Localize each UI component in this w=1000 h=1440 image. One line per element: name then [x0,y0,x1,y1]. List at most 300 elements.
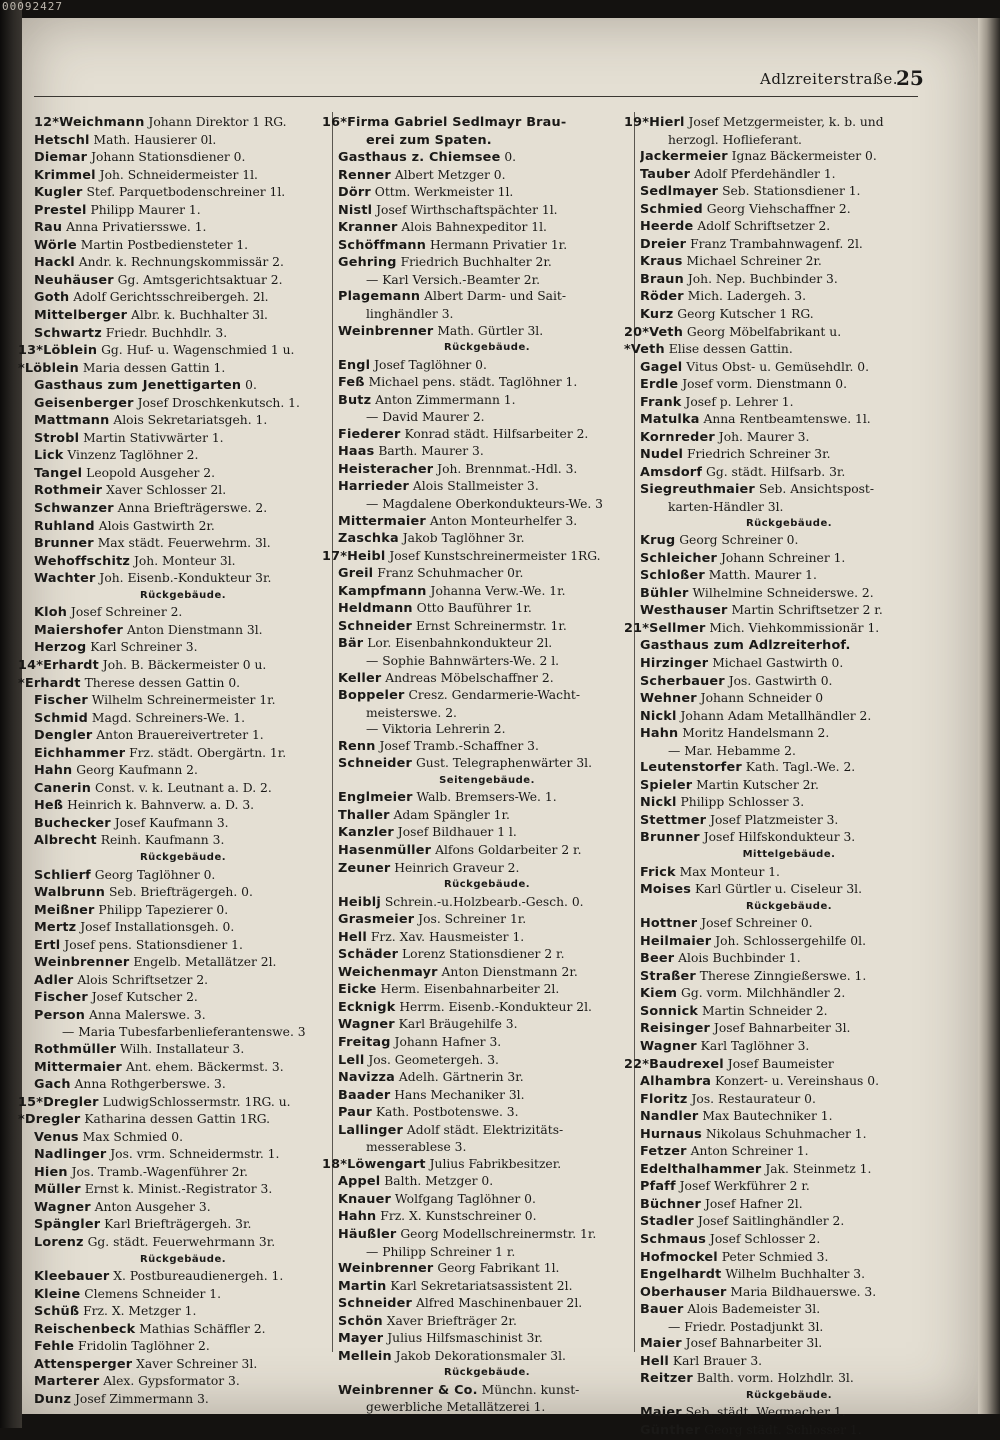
directory-entry [640,673,938,691]
resident-details: Josef Schreiner 2. [67,605,183,620]
resident-details: — Mar. Hebamme 2. [668,743,796,758]
resident-name: Hahn [640,726,679,742]
directory-entry [34,1024,332,1041]
resident-details: Engelb. Metallätzer 2l. [129,955,277,970]
resident-details: 0. [500,150,517,165]
resident-name: Gach [34,1077,71,1093]
directory-entry [34,1234,332,1252]
resident-name: Feß [338,375,365,391]
resident-details: Josef Zimmermann 3. [71,1391,209,1406]
resident-name: Mittermaier [34,1059,122,1075]
resident-details: Ottm. Werkmeister 1l. [370,185,514,200]
resident-name: Schöffmann [338,237,427,253]
directory-entry [34,797,332,815]
directory-entry [322,114,636,132]
resident-name: Hetschl [34,132,90,148]
directory-entry [338,149,636,167]
directory-entry [640,201,938,219]
directory-entry [18,675,332,693]
directory-entry [338,1087,636,1105]
directory-entry [338,443,636,461]
resident-details: Julius Hilfsmaschinist 3r. [383,1331,543,1346]
resident-name: *Erhardt [18,675,81,691]
directory-entry [34,1391,332,1409]
directory-entry [34,692,332,710]
resident-name: Goth [34,290,70,306]
directory-entry [34,1303,332,1321]
resident-details: Anna Briefträgerswe. 2. [113,501,268,516]
resident-name: Dreier [640,236,687,252]
resident-details: Xaver Briefträger 2r. [382,1313,517,1328]
resident-details: Alois Bahnexpeditor 1l. [397,220,547,235]
directory-entry [34,1268,332,1286]
resident-details: Adam Spängler 1r. [389,807,510,822]
resident-details: Georg Modellschreinermstr. 1r. [396,1227,597,1241]
resident-details: Karl Briefträgergeh. 3r. [100,1217,252,1232]
resident-details: Alois Bademeister 3l. [683,1302,821,1317]
resident-name: Hasenmüller [338,842,432,858]
resident-details: Ant. ehem. Bäckermst. 3. [121,1059,284,1074]
resident-details: Georg Taglöhner 0. [90,867,216,882]
resident-details: Friedrich Buchhalter 2r. [396,255,552,270]
directory-entry [34,1373,332,1391]
directory-entry [640,1284,938,1302]
resident-details: Josef Kutscher 2. [87,990,198,1005]
resident-details: Frz. Xav. Hausmeister 1. [366,929,525,944]
directory-entry [640,499,938,516]
resident-name: Venus [34,1129,79,1145]
resident-details: Ernst Schreinermstr. 1r. [412,618,567,633]
resident-name: Strobl [34,430,80,446]
resident-details: Gg. städt. Feuerwehrmann 3r. [83,1235,276,1249]
section-heading: Rückgebäude. [443,879,531,891]
resident-name: Schmied [640,201,703,217]
directory-entry [34,254,332,272]
resident-name: Schneider [338,756,413,772]
directory-entry [640,602,938,620]
resident-name: Häußler [338,1227,397,1242]
resident-details: Magd. Schreiners-We. 1. [88,710,246,725]
directory-entry [338,789,636,807]
directory-entry [338,288,636,306]
directory-entry [18,1094,332,1112]
header-rule [34,96,918,97]
resident-name: Schwartz [34,325,102,341]
resident-details: Frz. städt. Obergärtn. 1r. [125,745,287,760]
resident-name: Kanzler [338,825,394,841]
directory-entry [624,114,938,132]
resident-details: Ernst k. Minist.-Registrator 3. [80,1182,273,1197]
resident-details: Michael pens. städt. Taglöhner 1. [364,375,578,390]
resident-name: Fehle [34,1339,75,1355]
resident-details: Johann Stationsdiener 0. [87,150,246,165]
directory-entry [34,570,332,588]
directory-entry [34,272,332,290]
resident-details: Adolf Gerichtsschreibergeh. 2l. [69,290,269,305]
resident-name: Kampfmann [338,583,427,599]
resident-name: Wehner [640,691,697,707]
resident-details: meisterswe. 2. [366,705,457,720]
resident-name: Stadler [640,1214,694,1230]
section-heading: Rückgebäude. [139,851,227,863]
resident-name: Röder [640,289,684,305]
resident-details: Vinzenz Taglöhner 2. [63,448,199,463]
resident-details: Hans Mechaniker 3l. [390,1087,525,1102]
resident-name: Engl [338,357,371,373]
directory-entry [640,1319,938,1336]
resident-name: Hottner [640,916,698,932]
directory-entry [640,881,938,899]
resident-details: Vitus Obst- u. Gemüsehdlr. 0. [682,359,870,374]
running-head: Adlzreiterstraße. [760,70,899,88]
resident-name: Gasthaus zum Jenettigarten [34,378,242,394]
directory-entry [338,496,636,513]
directory-entry [640,777,938,795]
resident-details: Jos. Gastwirth 0. [724,673,833,688]
directory-entry [18,360,332,378]
resident-details: Moritz Handelsmann 2. [678,726,830,741]
resident-name: Nickl [640,708,677,724]
resident-name: Bär [338,636,364,652]
directory-entry [338,738,636,756]
directory-entry [640,725,938,743]
resident-details: Josef Kaufmann 3. [110,815,229,830]
directory-entry [338,478,636,496]
resident-details: — Maria Tubesfarbenlieferantenswe. 3 [62,1025,306,1040]
resident-name: Englmeier [338,790,413,806]
resident-name: Knauer [338,1191,391,1207]
resident-details: Mich. Viehkommissionär 1. [705,620,880,635]
directory-entry [640,218,938,236]
resident-details: Jakob Taglöhner 3r. [398,531,525,546]
resident-name: Wehoffschitz [34,553,131,569]
directory-entry [34,412,332,430]
directory-entry [338,721,636,738]
resident-details: Wilhelmine Schneiderswe. 2. [688,585,874,600]
resident-name: 22*Baudrexel [624,1056,724,1072]
resident-name: Schwanzer [34,501,114,517]
directory-entry [640,446,938,464]
resident-details: Joh. Monteur 3l. [130,553,236,568]
resident-details: — Philipp Schreiner 1 r. [366,1244,516,1259]
resident-details: — David Maurer 2. [366,410,485,425]
resident-details: Peter Schmied 3. [717,1249,829,1264]
resident-name: Navizza [338,1070,396,1086]
section-heading: Rückgebäude. [139,1253,227,1265]
resident-name: Kloh [34,605,68,621]
resident-name: Renner [338,167,391,183]
resident-name: Stettmer [640,812,707,828]
resident-name: Günther [640,1423,701,1439]
resident-details: Adolf Pferdehändler 1. [690,166,836,181]
directory-entry [34,710,332,728]
directory-entry [640,148,938,166]
column-2 [322,114,636,1416]
directory-entry [640,1161,938,1179]
resident-details: Johann Hafner 3. [390,1034,502,1049]
resident-name: Lallinger [338,1122,404,1138]
resident-name: Nistl [338,202,373,218]
directory-entry [34,1338,332,1356]
directory-entry [338,1139,636,1156]
directory-entry [338,964,636,982]
resident-name: Mittermaier [338,513,426,529]
resident-name: Albrecht [34,833,97,849]
directory-entry [34,1129,332,1147]
resident-details: Martin Kutscher 2r. [692,777,819,792]
directory-entry [34,745,332,763]
resident-details: Kath. Tagl.-We. 2. [741,760,856,775]
directory-entry [34,1007,332,1025]
resident-name: Keller [338,670,382,686]
resident-details: Frz. X. Metzger 1. [79,1304,197,1319]
resident-details: Reinh. Kaufmann 3. [96,833,225,848]
directory-entry [34,482,332,500]
resident-name: Geisenberger [34,395,134,411]
directory-entry [34,989,332,1007]
directory-entry [34,167,332,185]
directory-entry [640,394,938,412]
resident-details: Joh. Nep. Buchbinder 3. [683,271,838,286]
resident-name: Engelhardt [640,1267,722,1283]
resident-details: Karl Bräugehilfe 3. [394,1017,518,1032]
resident-name: Zeuner [338,860,391,876]
resident-details: Gg. städt. Hilfsarb. 3r. [702,464,846,479]
resident-name: 17*Heibl [322,548,386,564]
resident-details: Jak. Steinmetz 1. [761,1161,872,1176]
directory-entry [338,306,636,323]
resident-details: Julius Fabrikbesitzer. [425,1156,562,1171]
resident-name: Heldmann [338,601,413,617]
directory-entry [338,1244,636,1261]
directory-entry [34,447,332,465]
resident-name: Schön [338,1313,383,1329]
section-heading: Rückgebäude. [745,517,833,529]
resident-details: Joh. Maurer 3. [714,429,810,444]
directory-entry [34,1286,332,1304]
resident-details: Josef Schreiner 0. [697,916,813,931]
resident-name: 18*Löwengart [322,1156,426,1172]
directory-entry [640,1301,938,1319]
resident-details: Mathias Schäffler 2. [135,1321,266,1336]
directory-entry [640,567,938,585]
resident-details: Anton Monteurhelfer 3. [425,513,578,528]
resident-details: Albr. k. Buchhalter 3l. [127,308,268,323]
resident-name: Krimmel [34,167,96,183]
resident-name: Rothmüller [34,1041,117,1057]
resident-name: Eicke [338,982,377,998]
resident-details: Jos. vrm. Schneidermstr. 1. [106,1147,280,1162]
resident-name: Rau [34,220,63,236]
resident-name: Gagel [640,359,683,375]
directory-entry [640,690,938,708]
resident-name: Kraus [640,254,683,270]
resident-details: Franz Schuhmacher 0r. [373,566,524,581]
resident-name: Appel [338,1174,381,1190]
directory-entry [34,500,332,518]
directory-entry [338,426,636,444]
directory-entry [640,829,938,847]
directory-entry [338,687,636,705]
resident-name: Wagner [338,1017,395,1033]
resident-name: Braun [640,271,684,287]
directory-entry [34,972,332,990]
resident-name: Reischenbeck [34,1321,136,1337]
resident-name: Heisteracher [338,461,434,477]
resident-details: Karl Sekretariatsassistent 2l. [386,1278,573,1293]
resident-name: Hofmockel [640,1249,718,1265]
resident-name: Ertl [34,937,61,953]
directory-entry [640,411,938,429]
resident-details: Nikolaus Schuhmacher 1. [702,1126,867,1141]
resident-details: Walb. Bremsers-We. 1. [412,790,557,805]
page-number: 25 [896,66,924,90]
directory-entry [34,937,332,955]
resident-details: Anna Privatiersswe. 1. [62,220,207,235]
directory-entry [640,376,938,394]
resident-name: Floritz [640,1091,688,1107]
directory-entry [640,1422,938,1440]
resident-name: Bauer [640,1302,684,1318]
directory-entry [338,272,636,289]
resident-details: Katharina dessen Gattin 1RG. [80,1112,271,1127]
directory-entry [34,237,332,255]
resident-name: Spängler [34,1217,101,1233]
directory-entry [640,1178,938,1196]
directory-entry [640,1370,938,1388]
resident-name: Heiblj [338,894,381,910]
resident-details: Gg. Amtsgerichtsaktuar 2. [113,272,283,287]
resident-details: Maria dessen Gattin 1. [78,360,226,375]
resident-details: Josef Installationsgeh. 0. [76,920,235,935]
directory-entry [338,583,636,601]
resident-name: Tangel [34,465,83,481]
resident-details: Michael Gastwirth 0. [708,655,844,670]
resident-details: Johann Schreiner 1. [717,550,846,565]
directory-entry [34,604,332,622]
resident-name: Weinbrenner & Co. [338,1382,478,1398]
directory-entry [338,323,636,341]
resident-details: Lor. Eisenbahnkondukteur 2l. [363,636,553,651]
resident-name: Wachter [34,571,96,587]
directory-entry [640,585,938,603]
resident-details: — Viktoria Lehrerin 2. [366,722,506,737]
directory-entry [338,357,636,375]
directory-entry [640,1353,938,1371]
resident-details: Josef Droschkenkutsch. 1. [133,395,300,410]
resident-details: Konrad städt. Hilfsarbeiter 2. [400,426,589,441]
resident-details: Cresz. Gendarmerie-Wacht- [404,688,581,703]
directory-entry [338,1052,636,1070]
resident-name: Müller [34,1182,81,1198]
resident-name: Zaschka [338,531,399,547]
directory-entry [640,1108,938,1126]
resident-details: Josef Bildhauer 1 l. [393,825,517,840]
resident-details: Josef Bahnarbeiter 3l. [709,1021,851,1036]
resident-details: Josef vorm. Dienstmann 0. [678,377,847,392]
resident-name: Harrieder [338,479,409,495]
resident-name: Moises [640,882,692,898]
resident-name: *Dregler [18,1112,81,1128]
resident-name: Lell [338,1052,365,1068]
directory-entry [624,324,938,342]
resident-details: Albert Metzger 0. [390,167,506,182]
directory-entry [338,929,636,947]
resident-details: Gg. Huf- u. Wagenschmied 1 u. [97,343,295,358]
resident-details: Anna Rothgerberswe. 3. [70,1077,226,1092]
resident-details: Josef Tramb.-Schaffner 3. [375,738,539,753]
resident-name: Matulka [640,412,700,428]
resident-details: Alois Schriftsetzer 2. [73,972,209,987]
directory-entry [338,807,636,825]
directory-entry [338,461,636,479]
resident-details: Seb. Stationsdiener 1. [718,184,861,199]
resident-details: Math. Hausierer 0l. [89,132,217,147]
directory-entry [34,1059,332,1077]
resident-details: Adelh. Gärtnerin 3r. [395,1070,524,1085]
resident-details: Joh. Eisenb.-Kondukteur 3r. [95,571,272,586]
resident-name: Beer [640,951,675,967]
resident-name: Edelthalhammer [640,1161,762,1177]
directory-entry [338,1191,636,1209]
resident-name: Kornreder [640,429,715,445]
directory-entry [34,954,332,972]
directory-entry [338,600,636,618]
resident-name: Spieler [640,777,693,793]
resident-details: Josef Saitlinghändler 2. [693,1214,845,1229]
directory-entry [34,395,332,413]
directory-entry [338,999,636,1017]
directory-entry [338,1104,636,1122]
resident-details: Heinrich Graveur 2. [390,860,520,875]
directory-entry [322,548,636,566]
resident-name: Herzog [34,640,87,656]
resident-details: Josef Kunstschreinermeister 1RG. [385,548,601,563]
resident-name: Dunz [34,1391,72,1407]
resident-name: Erdle [640,377,679,393]
resident-details: Anton Dienstmann 3l. [123,622,263,637]
resident-name: Brunner [34,536,94,552]
directory-entry [640,794,938,812]
directory-entry [338,1260,636,1278]
directory-entry [640,1020,938,1038]
directory-entry [338,1330,636,1348]
directory-entry [18,342,332,360]
directory-entry [640,759,938,777]
directory-entry [640,288,938,306]
directory-entry [640,655,938,673]
resident-name: Lorenz [34,1235,84,1250]
section-heading: Rückgebäude. [443,1367,531,1379]
resident-details: karten-Händler 3l. [668,500,784,515]
resident-details: Lorenz Stationsdiener 2 r. [398,947,565,962]
directory-entry [34,465,332,483]
resident-name: Hurnaus [640,1126,703,1142]
resident-name: Maier [640,1336,682,1352]
resident-name: Schäder [338,947,399,963]
directory-entry [640,708,938,726]
resident-details: Josef Wirthschaftspächter 1l. [372,202,558,217]
resident-name: Frick [640,864,676,880]
directory-entry [34,430,332,448]
column-3 [624,114,938,1440]
resident-name: Reisinger [640,1021,710,1037]
directory-entry [34,1164,332,1182]
resident-details: Seb. städt. Wegmacher 1. [681,1405,846,1420]
resident-details: Josef Bahnarbeiter 3l. [681,1336,823,1351]
resident-details: Martin Stativwärter 1. [79,430,224,445]
resident-name: Fischer [34,990,88,1006]
